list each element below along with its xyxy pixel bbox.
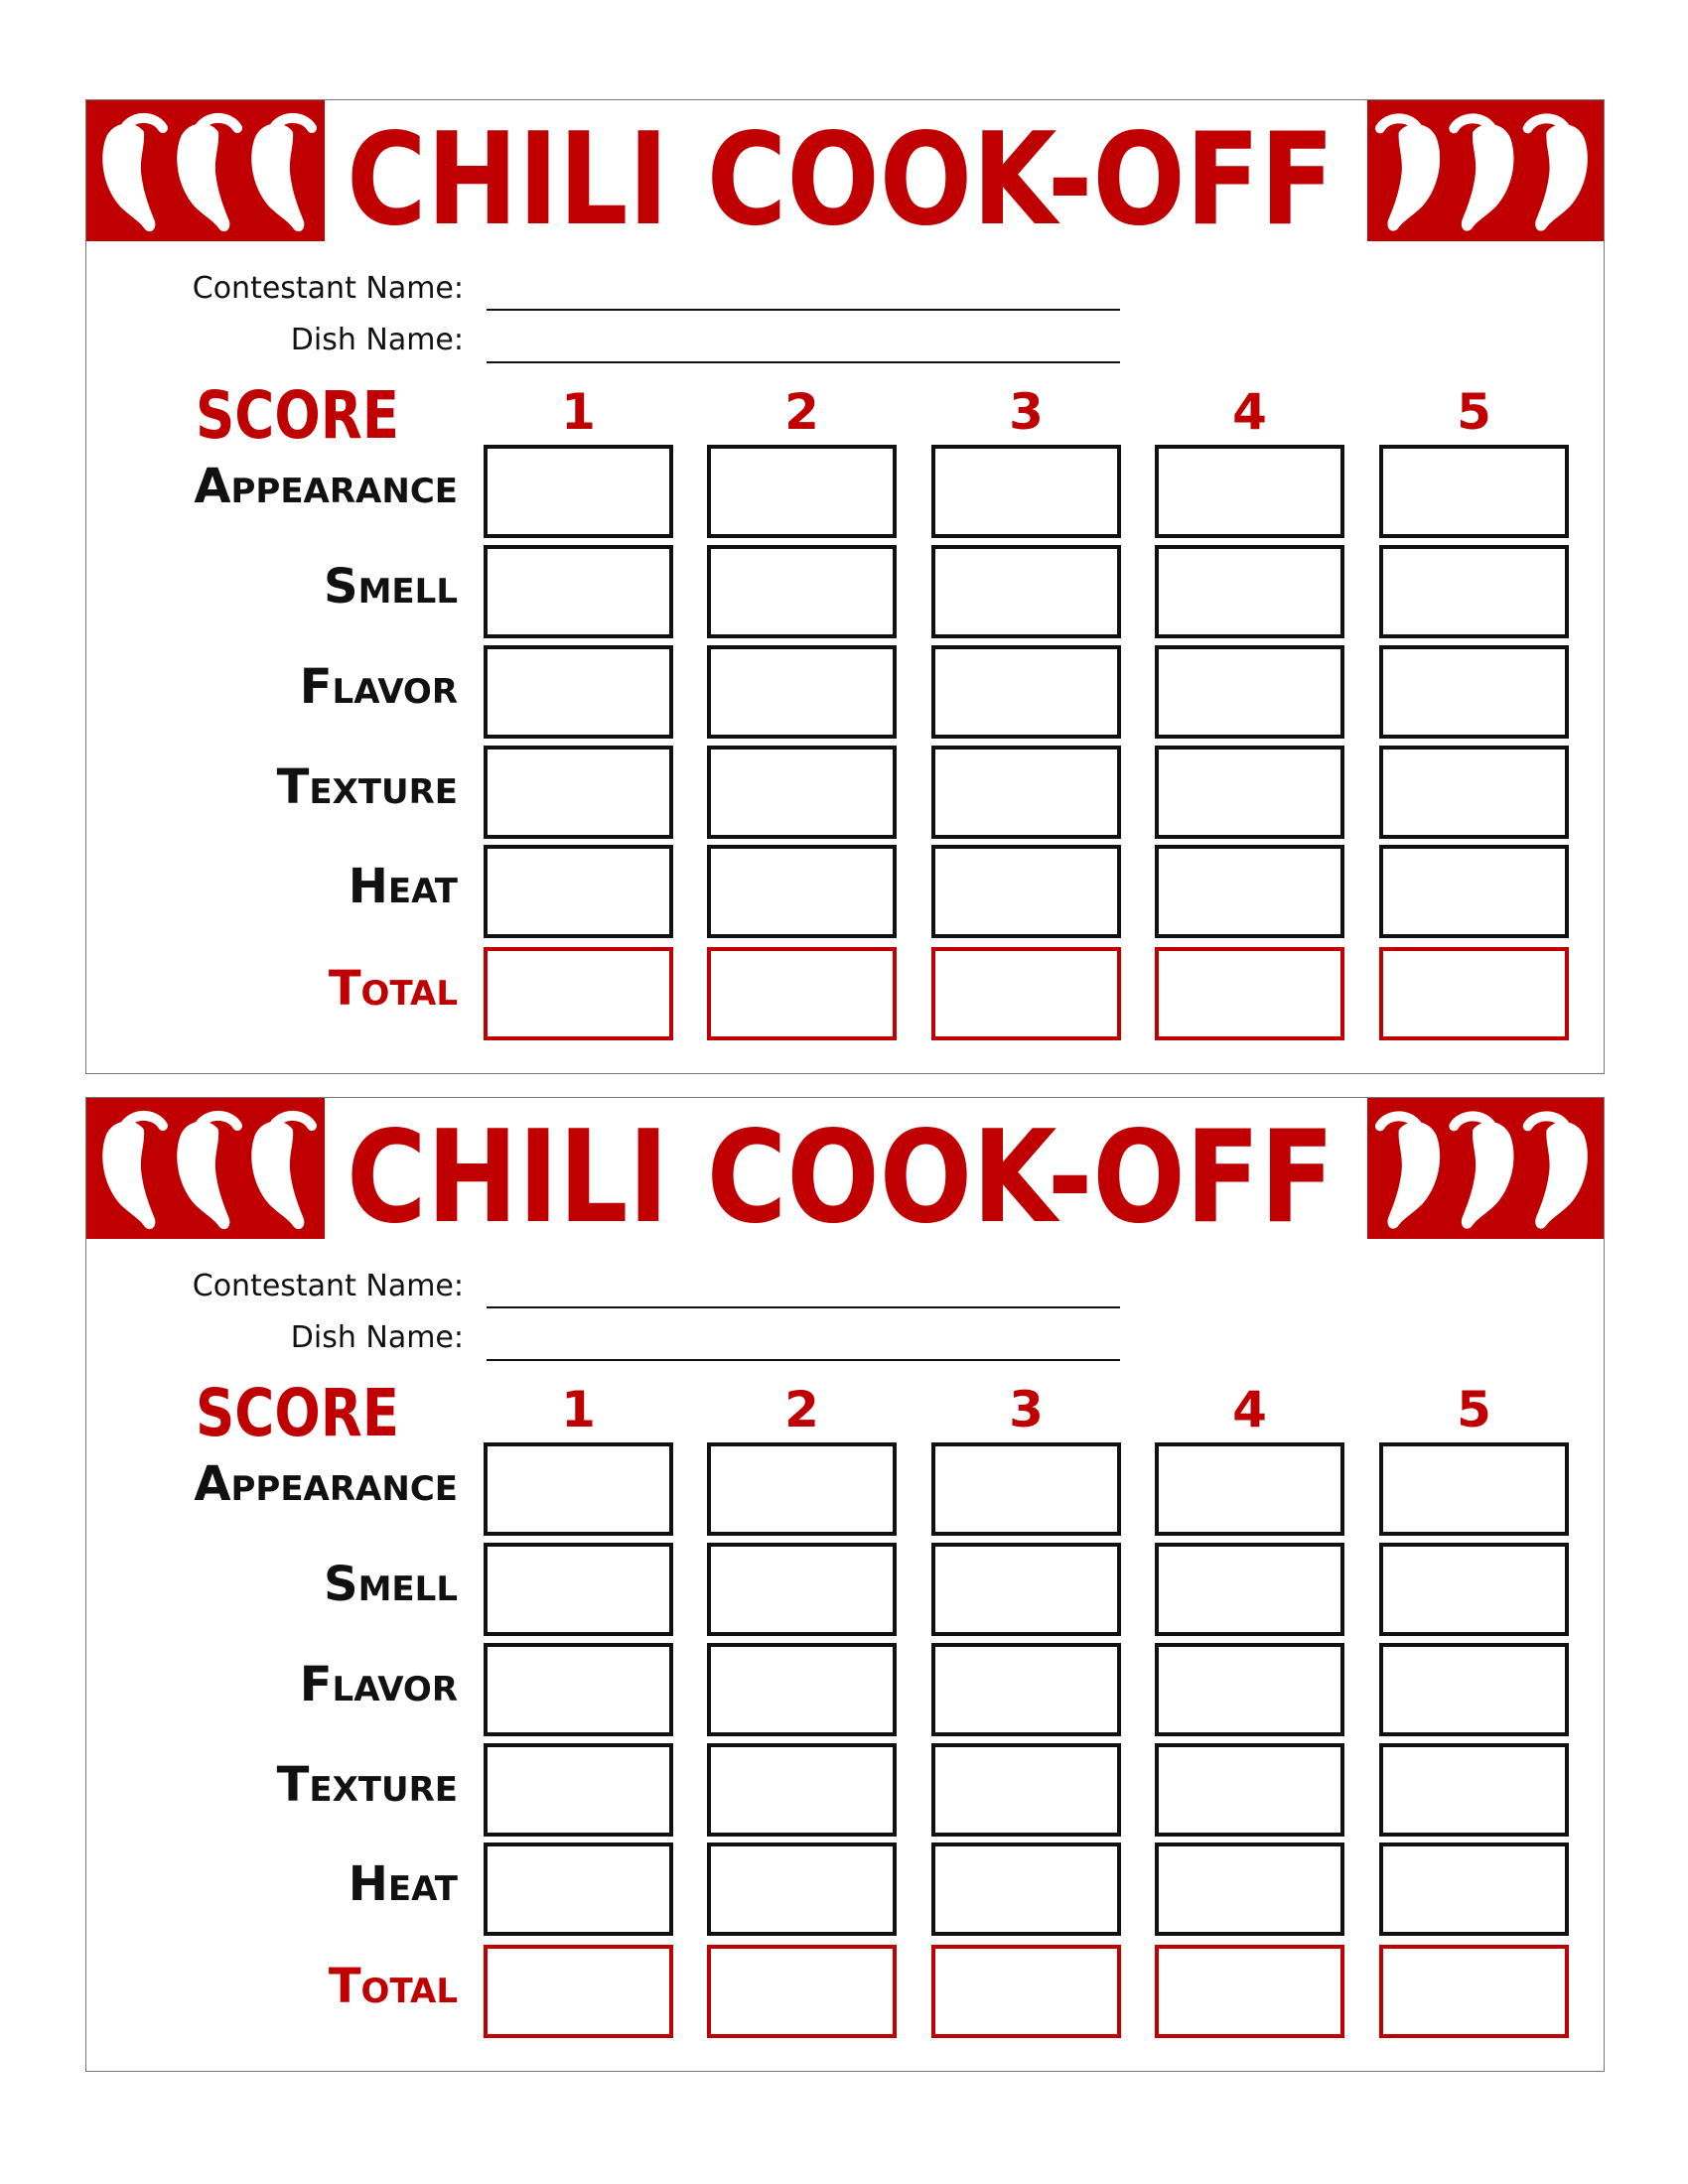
total-score-box[interactable]	[1155, 947, 1344, 1040]
judge-column-number: 3	[1009, 383, 1044, 441]
score-box[interactable]	[1155, 445, 1344, 538]
total-row-label: Total	[328, 1959, 458, 2014]
score-box[interactable]	[931, 545, 1121, 638]
category-row-label: Smell	[324, 559, 458, 614]
total-score-box[interactable]	[1379, 1945, 1569, 2038]
score-box[interactable]	[1155, 1643, 1344, 1736]
chili-pepper-icon	[177, 118, 237, 231]
total-score-box[interactable]	[1379, 947, 1569, 1040]
score-box[interactable]	[707, 1643, 897, 1736]
chili-pepper-icon	[1380, 1116, 1440, 1228]
score-box[interactable]	[1379, 1743, 1569, 1837]
judge-column-number: 5	[1457, 1381, 1491, 1438]
judge-column-number: 2	[784, 383, 819, 441]
score-box[interactable]	[484, 645, 673, 739]
score-box[interactable]	[707, 445, 897, 538]
chili-pepper-icon	[251, 1116, 312, 1229]
contestant-name-label: Contestant Name:	[192, 1269, 464, 1303]
dish-name-label: Dish Name:	[290, 1320, 464, 1355]
judge-column-number: 4	[1232, 1381, 1267, 1438]
chili-pepper-icon	[177, 1116, 237, 1229]
total-score-box[interactable]	[1155, 1945, 1344, 2038]
score-box[interactable]	[1155, 746, 1344, 839]
total-score-box[interactable]	[707, 1945, 897, 2038]
judge-column-number: 1	[561, 1381, 596, 1438]
title-banner	[347, 1104, 1339, 1252]
score-box[interactable]	[707, 746, 897, 839]
total-row-label: Total	[328, 961, 458, 1017]
score-box[interactable]	[484, 1743, 673, 1837]
category-row-label: Heat	[348, 1856, 458, 1912]
chili-pepper-icon	[1454, 1116, 1513, 1228]
score-box[interactable]	[484, 445, 673, 538]
score-box[interactable]	[707, 645, 897, 739]
score-box[interactable]	[931, 645, 1121, 739]
score-box[interactable]	[1379, 445, 1569, 538]
judge-column-number: 5	[1457, 383, 1491, 441]
category-row-label: Appearance	[194, 1456, 458, 1512]
contestant-name-field[interactable]	[487, 309, 1120, 311]
page-title: CHILI COOK-OFF	[347, 1104, 1335, 1252]
chili-pepper-icon	[251, 118, 312, 231]
contestant-name-field[interactable]	[487, 1306, 1120, 1308]
score-box[interactable]	[931, 845, 1121, 938]
score-heading	[196, 1375, 414, 1451]
dish-name-label: Dish Name:	[290, 323, 464, 357]
score-box[interactable]	[931, 1442, 1121, 1536]
score-box[interactable]	[931, 1743, 1121, 1837]
total-score-box[interactable]	[931, 1945, 1121, 2038]
score-box[interactable]	[484, 1543, 673, 1636]
score-box[interactable]	[1379, 1442, 1569, 1536]
score-box[interactable]	[484, 1442, 673, 1536]
category-row-label: Heat	[348, 859, 458, 914]
score-box[interactable]	[1155, 545, 1344, 638]
score-box[interactable]	[484, 1843, 673, 1936]
score-box[interactable]	[931, 746, 1121, 839]
judge-column-number: 2	[784, 1381, 819, 1438]
score-box[interactable]	[931, 445, 1121, 538]
total-score-box[interactable]	[484, 1945, 673, 2038]
judge-column-number: 4	[1232, 383, 1267, 441]
total-score-box[interactable]	[484, 947, 673, 1040]
score-box[interactable]	[1379, 1643, 1569, 1736]
category-row-label: Flavor	[299, 659, 458, 715]
score-box[interactable]	[484, 746, 673, 839]
category-row-label: Texture	[276, 1757, 458, 1813]
dish-name-field[interactable]	[487, 361, 1120, 363]
score-box[interactable]	[707, 1843, 897, 1936]
score-heading	[196, 377, 414, 454]
score-box[interactable]	[707, 845, 897, 938]
score-box[interactable]	[1155, 845, 1344, 938]
score-card	[85, 1097, 1605, 2072]
header-pepper-band-right	[1367, 1098, 1604, 1239]
score-box[interactable]	[707, 1743, 897, 1837]
score-label: SCORE	[196, 1375, 399, 1451]
judge-column-number: 1	[561, 383, 596, 441]
score-box[interactable]	[1379, 1843, 1569, 1936]
header-pepper-band-left	[86, 100, 325, 241]
chili-pepper-icon	[1454, 118, 1513, 230]
score-box[interactable]	[1379, 645, 1569, 739]
score-box[interactable]	[931, 1843, 1121, 1936]
score-box[interactable]	[484, 845, 673, 938]
chili-pepper-icon	[102, 118, 163, 231]
score-box[interactable]	[931, 1643, 1121, 1736]
score-box[interactable]	[484, 1643, 673, 1736]
score-box[interactable]	[1155, 1743, 1344, 1837]
score-box[interactable]	[1155, 1442, 1344, 1536]
score-box[interactable]	[1155, 1843, 1344, 1936]
total-score-box[interactable]	[931, 947, 1121, 1040]
total-score-box[interactable]	[707, 947, 897, 1040]
title-banner	[347, 106, 1339, 254]
dish-name-field[interactable]	[487, 1359, 1120, 1361]
chili-pepper-icon	[1528, 1116, 1588, 1228]
chili-pepper-icon	[1528, 118, 1588, 230]
chili-pepper-icon	[102, 1116, 163, 1229]
contestant-name-label: Contestant Name:	[192, 271, 464, 306]
score-box[interactable]	[707, 545, 897, 638]
chili-pepper-icon	[1380, 118, 1440, 230]
category-row-label: Appearance	[194, 459, 458, 514]
score-box[interactable]	[1155, 1543, 1344, 1636]
score-label: SCORE	[196, 377, 399, 454]
score-box[interactable]	[707, 1543, 897, 1636]
header-pepper-band-right	[1367, 100, 1604, 241]
score-box[interactable]	[707, 1442, 897, 1536]
page-title: CHILI COOK-OFF	[347, 106, 1335, 254]
score-box[interactable]	[1379, 845, 1569, 938]
score-box[interactable]	[931, 1543, 1121, 1636]
judge-column-number: 3	[1009, 1381, 1044, 1438]
score-box[interactable]	[484, 545, 673, 638]
category-row-label: Texture	[276, 759, 458, 815]
score-box[interactable]	[1155, 645, 1344, 739]
category-row-label: Flavor	[299, 1657, 458, 1712]
score-box[interactable]	[1379, 746, 1569, 839]
header-pepper-band-left	[86, 1098, 325, 1239]
score-box[interactable]	[1379, 1543, 1569, 1636]
score-box[interactable]	[1379, 545, 1569, 638]
score-card	[85, 99, 1605, 1074]
category-row-label: Smell	[324, 1557, 458, 1612]
